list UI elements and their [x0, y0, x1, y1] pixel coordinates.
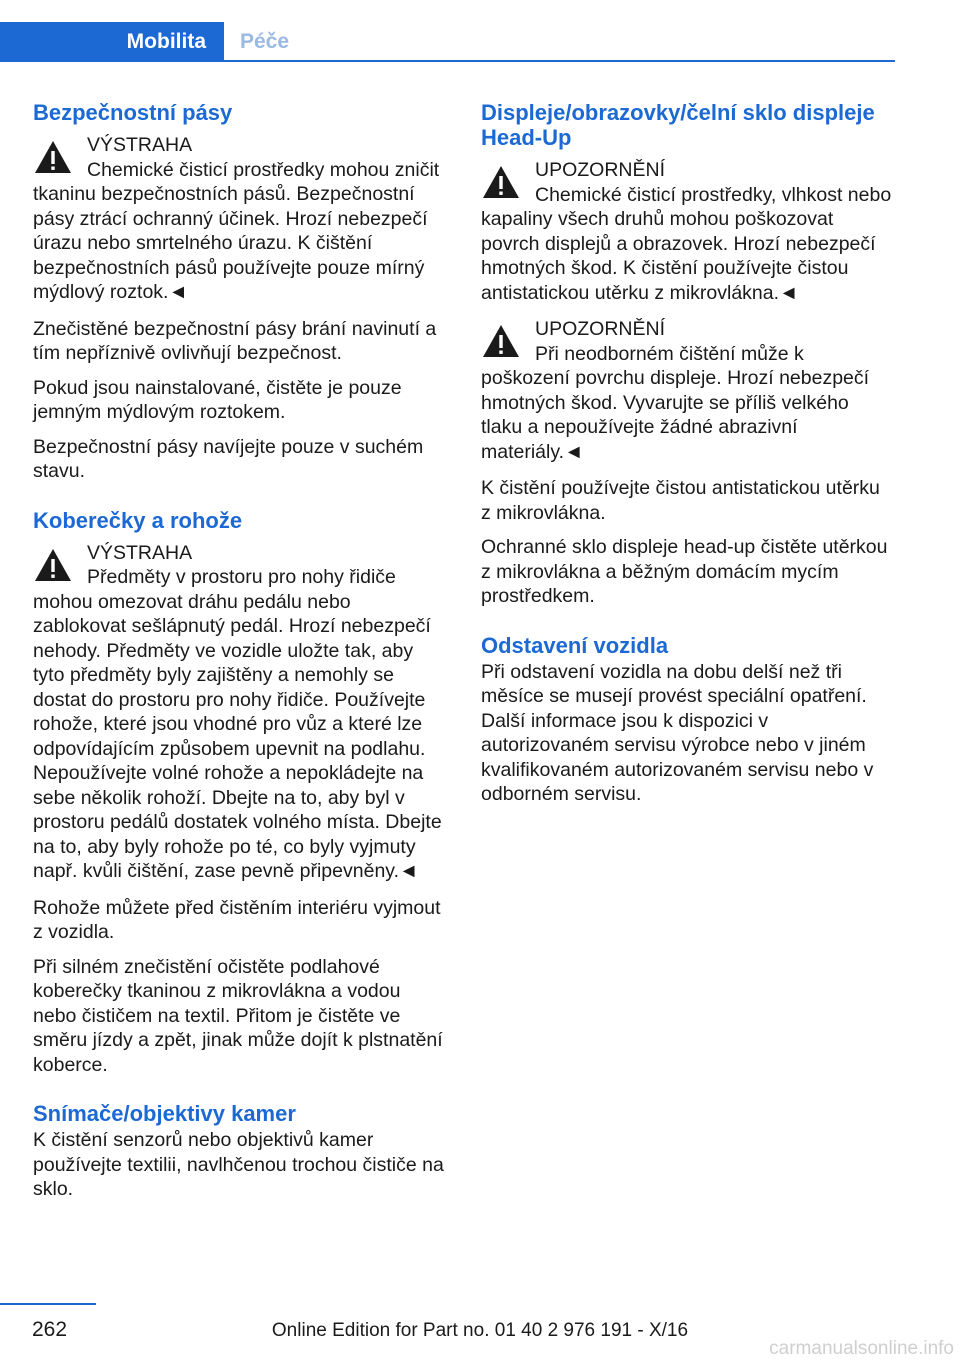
caution-displays-2 [481, 317, 895, 464]
paragraph: Rohože můžete před čistěním interiéru vyjmout z vozidla. [33, 896, 441, 943]
caution-text: Chemické čisticí prostředky, vlhkost nebo kapaliny všech druhů mohou poškozovat povrch displejů a obrazovek. Hrozí nebezpečí hmotných škod. K čistění používejte čistou antistatickou utěrku z mikrovlákna.◄ [481, 183, 892, 304]
footer-rule [0, 1303, 96, 1305]
warning-mats [33, 541, 449, 884]
warning-text: Chemické čisticí prostředky mohou zničit tkaninu bezpečnostních pásů. Bezpečnostní pásy ztrácí ochranný účinek. Hrozí nebezpečí úrazu nebo smrtelného úrazu. K čištění bezpečnostních pásů používejte pouze mírný mýdlový roztok.◄ [33, 158, 440, 303]
warning-triangle-icon [481, 164, 521, 200]
caution-title: UPOZORNĚNÍ [535, 159, 666, 181]
warning-triangle-icon [481, 323, 521, 359]
heading-parking: Odstavení vozidla [481, 632, 669, 658]
section-parking [481, 633, 895, 807]
tab-mobilita[interactable]: Mobilita [0, 22, 224, 62]
caution-displays-1 [481, 158, 895, 305]
edition-footer: Online Edition for Part no. 01 40 2 976 191 - X/16 [271, 1320, 689, 1341]
section-mats [33, 508, 449, 1078]
warning-seatbelts [33, 133, 449, 305]
heading-seatbelts: Bezpečnostní pásy [33, 100, 233, 125]
heading-mats: Koberečky a rohože [33, 507, 243, 533]
header-rule [224, 60, 895, 62]
warning-triangle-icon [33, 547, 73, 583]
page-number: 262 [32, 1318, 68, 1341]
heading-cameras: Snímače/objektivy kamer [33, 1101, 296, 1126]
warning-triangle-icon [33, 139, 73, 175]
paragraph: Pokud jsou nainstalované, čistěte je pouze jemným mýdlovým roztokem. [33, 376, 402, 423]
paragraph: K čistění senzorů nebo objektivů kamer používejte textilii, navlhčenou trochou čističe na sklo. [33, 1129, 444, 1200]
right-column [481, 100, 895, 817]
caution-text: Při neodborném čištění může k poškození povrchu displeje. Hrozí nebezpečí hmotných škod. Vyvarujte se příliš velkého tlaku a nepoužívejte žádné abrazivní materiály.◄ [481, 342, 870, 463]
section-displays [481, 100, 895, 609]
paragraph: K čistění používejte čistou antistatickou utěrku z mikrovlákna. [481, 477, 880, 524]
paragraph: Ochranné sklo displeje head-up čistěte utěrkou z mikrovlákna a běžným domácím mycím prostředkem. [481, 536, 888, 607]
warning-title: VÝSTRAHA [87, 134, 193, 156]
warning-title: VÝSTRAHA [87, 541, 193, 564]
header-bar [0, 0, 960, 62]
section-cameras [33, 1101, 449, 1202]
paragraph: Bezpečnostní pásy navíjejte pouze v suchém stavu. [33, 435, 424, 482]
heading-displays: Displeje/obrazovky/čelní sklo displeje Head-Up [481, 100, 875, 150]
paragraph: Znečistěné bezpečnostní pásy brání navinutí a tím nepříznivě ovlivňují bezpečnost. [33, 317, 437, 364]
paragraph: Při silném znečistění očistěte podlahové koberečky tkaninou z mikrovlákna a vodou nebo čističem na textil. Přitom je čistěte ve směru jízdy a zpět, jinak může dojít k plstnatění koberce. [33, 955, 443, 1076]
watermark: carmanualsonline.info [769, 1338, 954, 1359]
paragraph: Při odstavení vozidla na dobu delší než tři měsíce se musejí provést speciální opatření. Další informace jsou k dispozici v autorizovaném servisu výrobce nebo v jiném kvalifikovaném autorizovaném servisu nebo v odborném servisu. [481, 660, 874, 805]
warning-text: Předměty v prostoru pro nohy řidiče mohou omezovat dráhu pedálu nebo zablokovat sešlápnutý pedál. Hrozí nebezpečí nehody. Předměty ve vozidle uložte tak, aby tyto předměty byly zajištěny a nemohly se dostat do prostoru pro nohy řidiče. Používejte rohože, které jsou vhodné pro vůz a které lze odpovídajícím způsobem upevnit na podlahu. Nepoužívejte volné rohože a nepokládejte na sebe několik rohoží. Dbejte na to, aby byl v prostoru pedálů dostatek volného místa. Dbejte na to, aby byly rohože po té, co byly vyjmuty např. kvůli čištění, zase pevně připevněny.◄ [33, 566, 442, 882]
caution-title: UPOZORNĚNÍ [535, 318, 666, 340]
tab-pece[interactable]: Péče [240, 30, 290, 53]
left-column [33, 100, 449, 1212]
section-seatbelts [33, 100, 449, 484]
